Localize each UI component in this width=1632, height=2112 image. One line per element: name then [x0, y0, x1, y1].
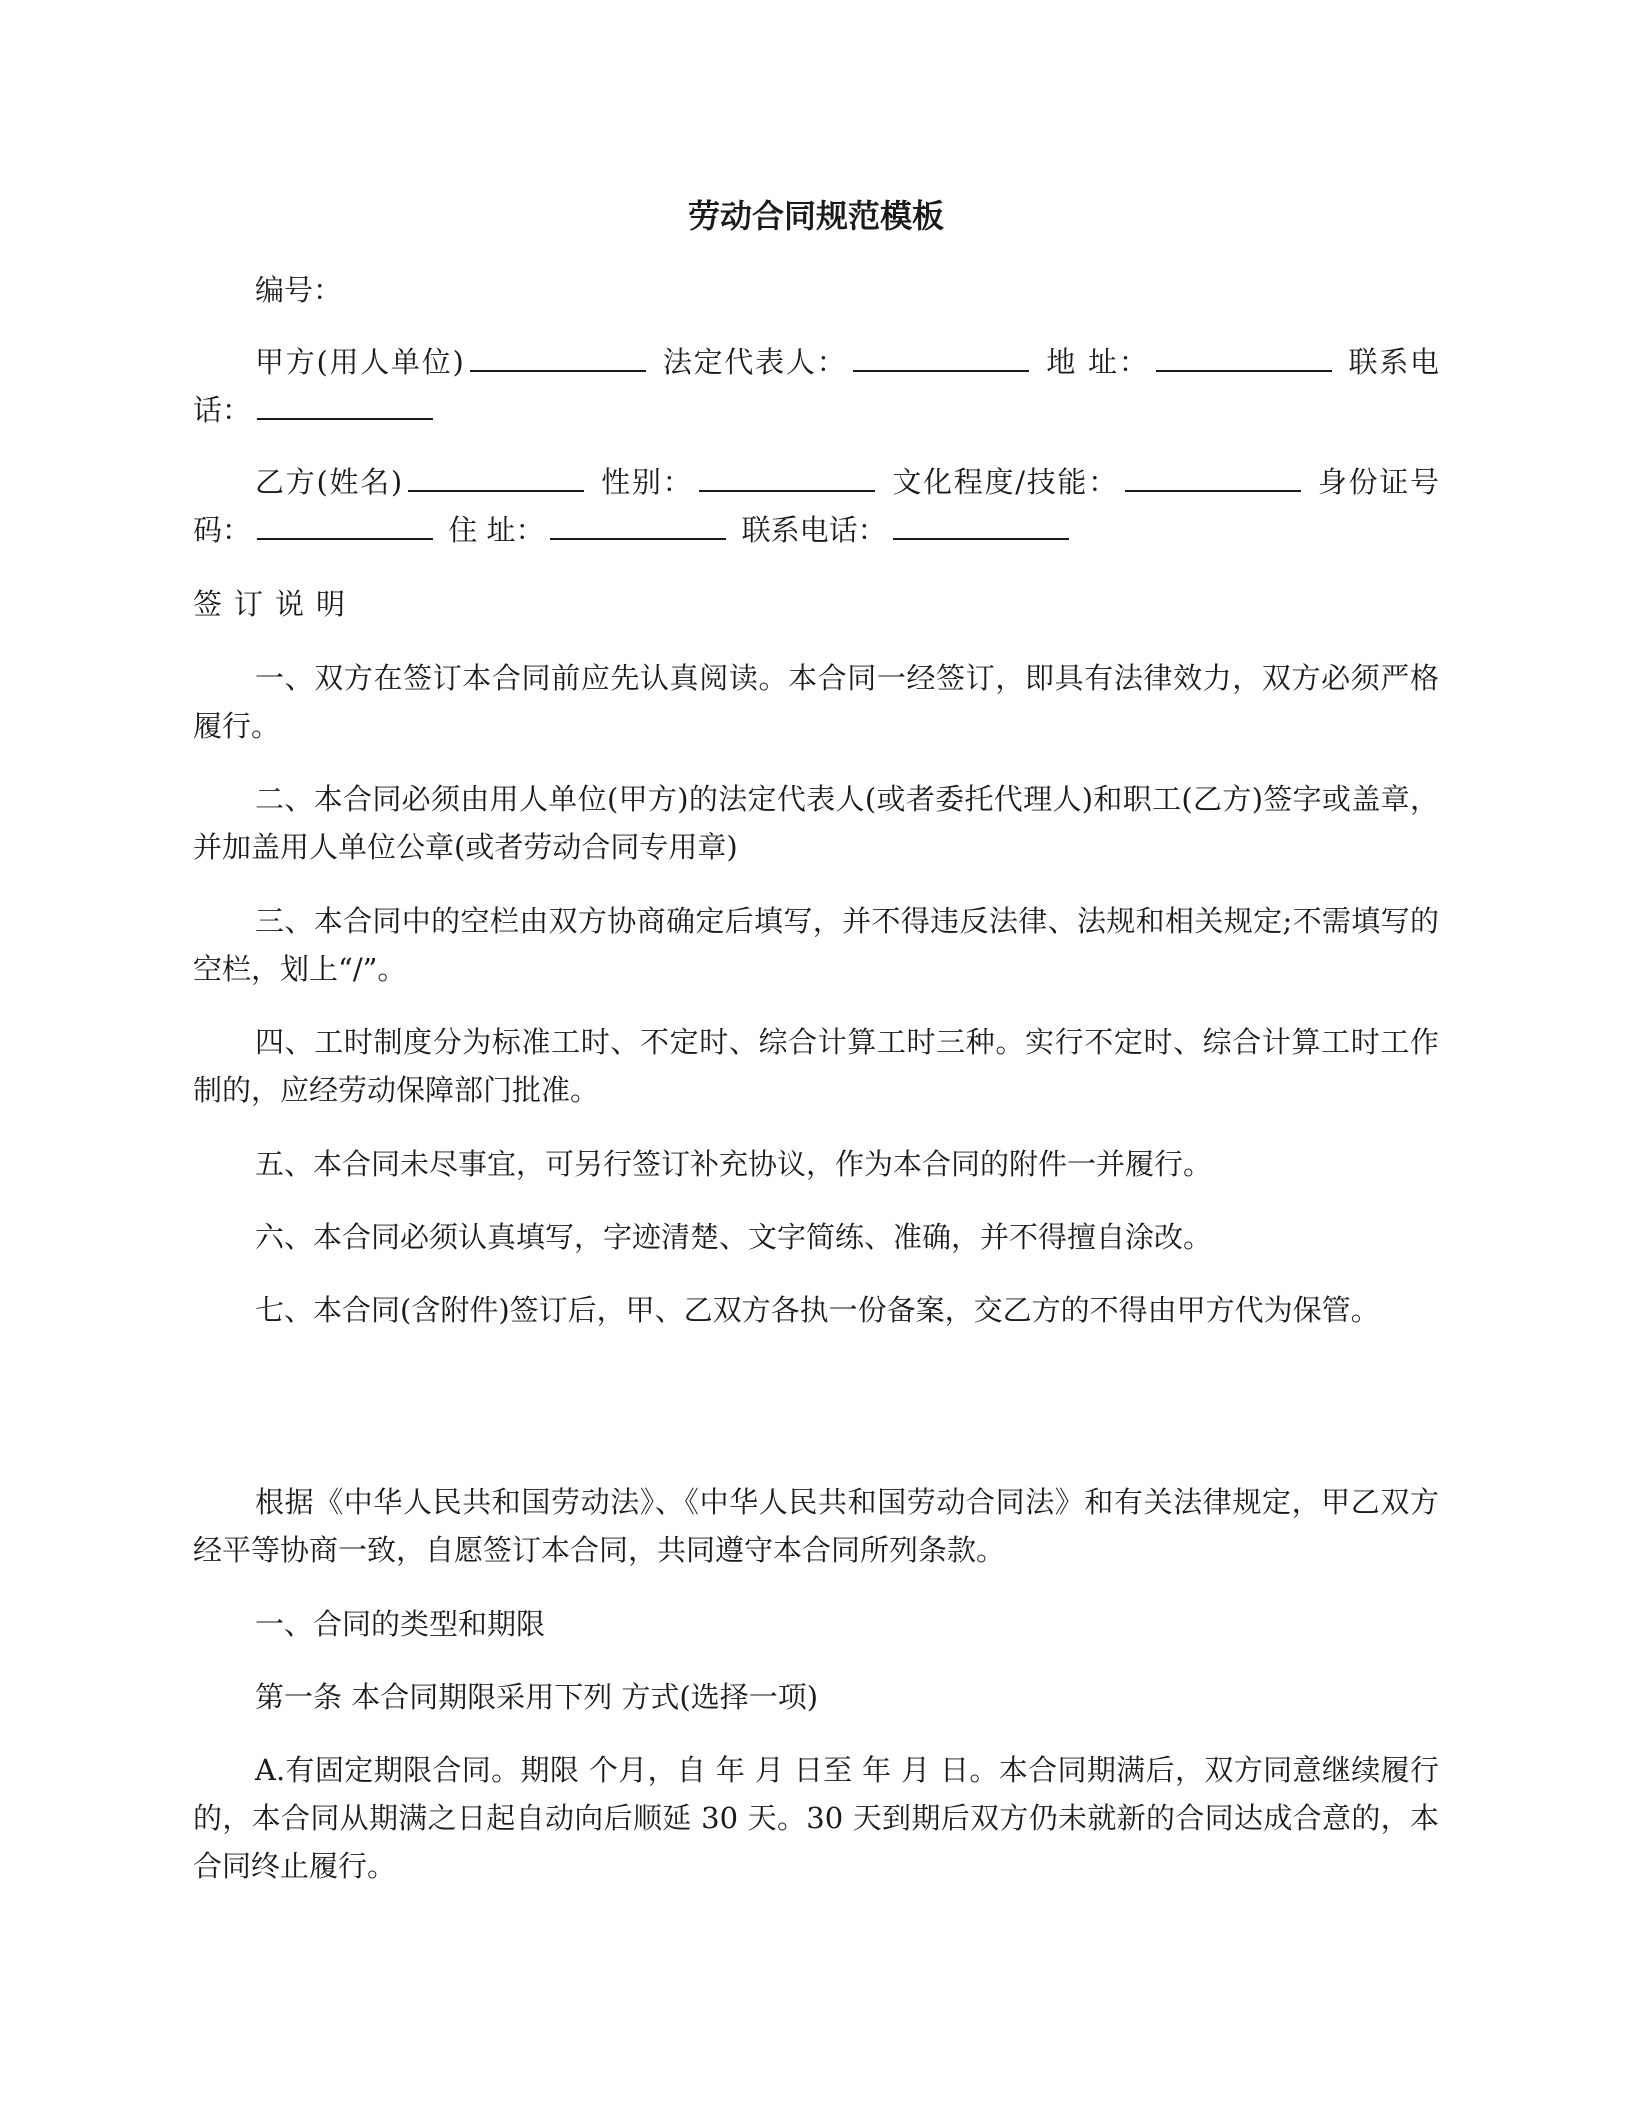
section-1-heading: 一、合同的类型和期限	[255, 1607, 546, 1641]
party-b-address-label: 住 址：	[448, 513, 545, 547]
legal-rep-label: 法定代表人：	[662, 345, 848, 379]
party-a-phone-blank[interactable]	[257, 388, 433, 420]
education-blank[interactable]	[1125, 460, 1301, 492]
gender-label: 性别：	[601, 465, 694, 499]
note-7: 七、本合同(含附件)签订后，甲、乙双方各执一份备案，交乙方的不得由甲方代为保管。	[255, 1293, 1380, 1327]
party-a-phone-label: 联系电话：	[193, 345, 1439, 427]
note-4: 四、工时制度分为标准工时、不定时、综合计算工时三种。实行不定时、综合计算工时工作制的，应经劳动保障部门批准。	[193, 1025, 1439, 1107]
education-label: 文化程度/技能：	[892, 465, 1119, 499]
legal-rep-blank[interactable]	[853, 340, 1029, 372]
option-a-fixed-term: A.有固定期限合同。期限 个月，自 年 月 日至 年 月 日。本合同期满后，双方同意继续履行的，本合同从期满之日起自动向后顺延 30 天。30 天到期后双方仍未就新的合同达成合意的，本合同终止履行。	[193, 1753, 1439, 1883]
employer-blank[interactable]	[470, 340, 646, 372]
serial-number-label: 编号：	[255, 273, 343, 307]
party-a-address-blank[interactable]	[1156, 340, 1332, 372]
note-2: 二、本合同必须由用人单位(甲方)的法定代表人(或者委托代理人)和职工(乙方)签字或盖章，并加盖用人单位公章(或者劳动合同专用章)	[193, 782, 1439, 864]
party-a-address-label: 地 址：	[1046, 345, 1150, 379]
signing-notes-heading: 签订说明	[193, 587, 358, 621]
party-b-phone-label: 联系电话：	[741, 513, 887, 547]
id-number-label: 身份证号码：	[193, 465, 1440, 547]
article-1: 第一条 本合同期限采用下列 方式(选择一项)	[255, 1680, 819, 1714]
serial-number-line	[193, 266, 1439, 314]
party-b-block	[193, 458, 1439, 554]
note-3: 三、本合同中的空栏由双方协商确定后填写，并不得违反法律、法规和相关规定;不需填写的空栏，划上“/”。	[193, 904, 1439, 986]
note-5: 五、本合同未尽事宜，可另行签订补充协议，作为本合同的附件一并履行。	[255, 1147, 1213, 1181]
employer-label: 甲方(用人单位)	[255, 345, 464, 379]
document-title: 劳动合同规范模板	[687, 197, 944, 235]
party-b-address-blank[interactable]	[550, 508, 726, 540]
party-b-phone-blank[interactable]	[893, 508, 1069, 540]
note-1: 一、双方在签订本合同前应先认真阅读。本合同一经签订，即具有法律效力，双方必须严格履行。	[193, 661, 1439, 743]
contract-preamble: 根据《中华人民共和国劳动法》、《中华人民共和国劳动合同法》和有关法律规定，甲乙双方经平等协商一致，自愿签订本合同，共同遵守本合同所列条款。	[193, 1485, 1439, 1567]
id-number-blank[interactable]	[257, 508, 433, 540]
gender-blank[interactable]	[699, 460, 875, 492]
party-b-name-blank[interactable]	[408, 460, 584, 492]
party-b-name-label: 乙方(姓名)	[255, 465, 403, 499]
note-6: 六、本合同必须认真填写，字迹清楚、文字简练、准确，并不得擅自涂改。	[255, 1220, 1213, 1254]
party-a-block	[193, 338, 1439, 434]
